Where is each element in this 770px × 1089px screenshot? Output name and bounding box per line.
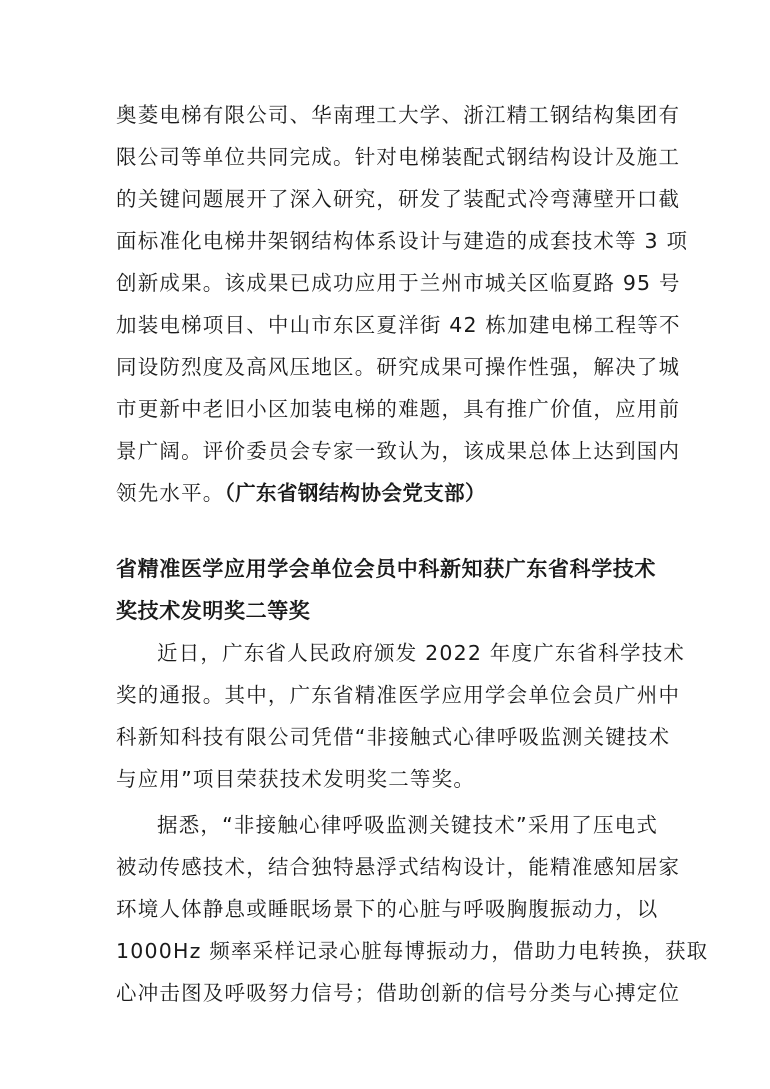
article-title-line: 奖技术发明奖二等奖: [116, 599, 311, 623]
body-line: 环境人体静息或睡眠场景下的心脏与呼吸胸腹振动力，以: [116, 897, 659, 921]
body-line: 市更新中老旧小区加装电梯的难题，具有推广价值，应用前: [116, 397, 681, 421]
body-text: 领先水平。: [116, 481, 225, 505]
body-line: 奖的通报。其中，广东省精准医学应用学会单位会员广州中: [116, 683, 681, 707]
body-line: 科新知科技有限公司凭借“非接触式心律呼吸监测关键技术: [116, 725, 671, 749]
body-line: 近日，广东省人民政府颁发 2022 年度广东省科学技术: [157, 641, 686, 665]
body-line-last: [116, 479, 656, 507]
article-title-line: 省精准医学应用学会单位会员中科新知获广东省科学技术: [116, 557, 656, 581]
body-line: 的关键问题展开了深入研究，研发了装配式冷弯薄壁开口截: [116, 187, 681, 211]
body-line: 限公司等单位共同完成。针对电梯装配式钢结构设计及施工: [116, 145, 681, 169]
body-line: 奥菱电梯有限公司、华南理工大学、浙江精工钢结构集团有: [116, 103, 681, 127]
body-line: 同设防烈度及高风压地区。研究成果可操作性强，解决了城: [116, 355, 681, 379]
body-line: 据悉，“非接触心律呼吸监测关键技术”采用了压电式: [157, 813, 659, 837]
body-line: 心冲击图及呼吸努力信号；借助创新的信号分类与心搏定位: [116, 981, 681, 1005]
body-line: 加装电梯项目、中山市东区夏洋街 42 栋加建电梯工程等不: [116, 313, 681, 337]
body-line: 1000Hz 频率采样记录心脏每博振动力，借助力电转换，获取: [116, 939, 709, 963]
body-line: 景广阔。评价委员会专家一致认为，该成果总体上达到国内: [116, 439, 681, 463]
body-line: 被动传感技术，结合独特悬浮式结构设计，能精准感知居家: [116, 855, 681, 879]
body-line: 面标准化电梯井架钢结构体系设计与建造的成套技术等 3 项: [116, 229, 689, 253]
body-line: 与应用”项目荣获技术发明奖二等奖。: [116, 767, 476, 791]
body-line: 创新成果。该成果已成功应用于兰州市城关区临夏路 95 号: [116, 271, 681, 295]
article-source: （广东省钢结构协会党支部）: [224, 481, 486, 505]
